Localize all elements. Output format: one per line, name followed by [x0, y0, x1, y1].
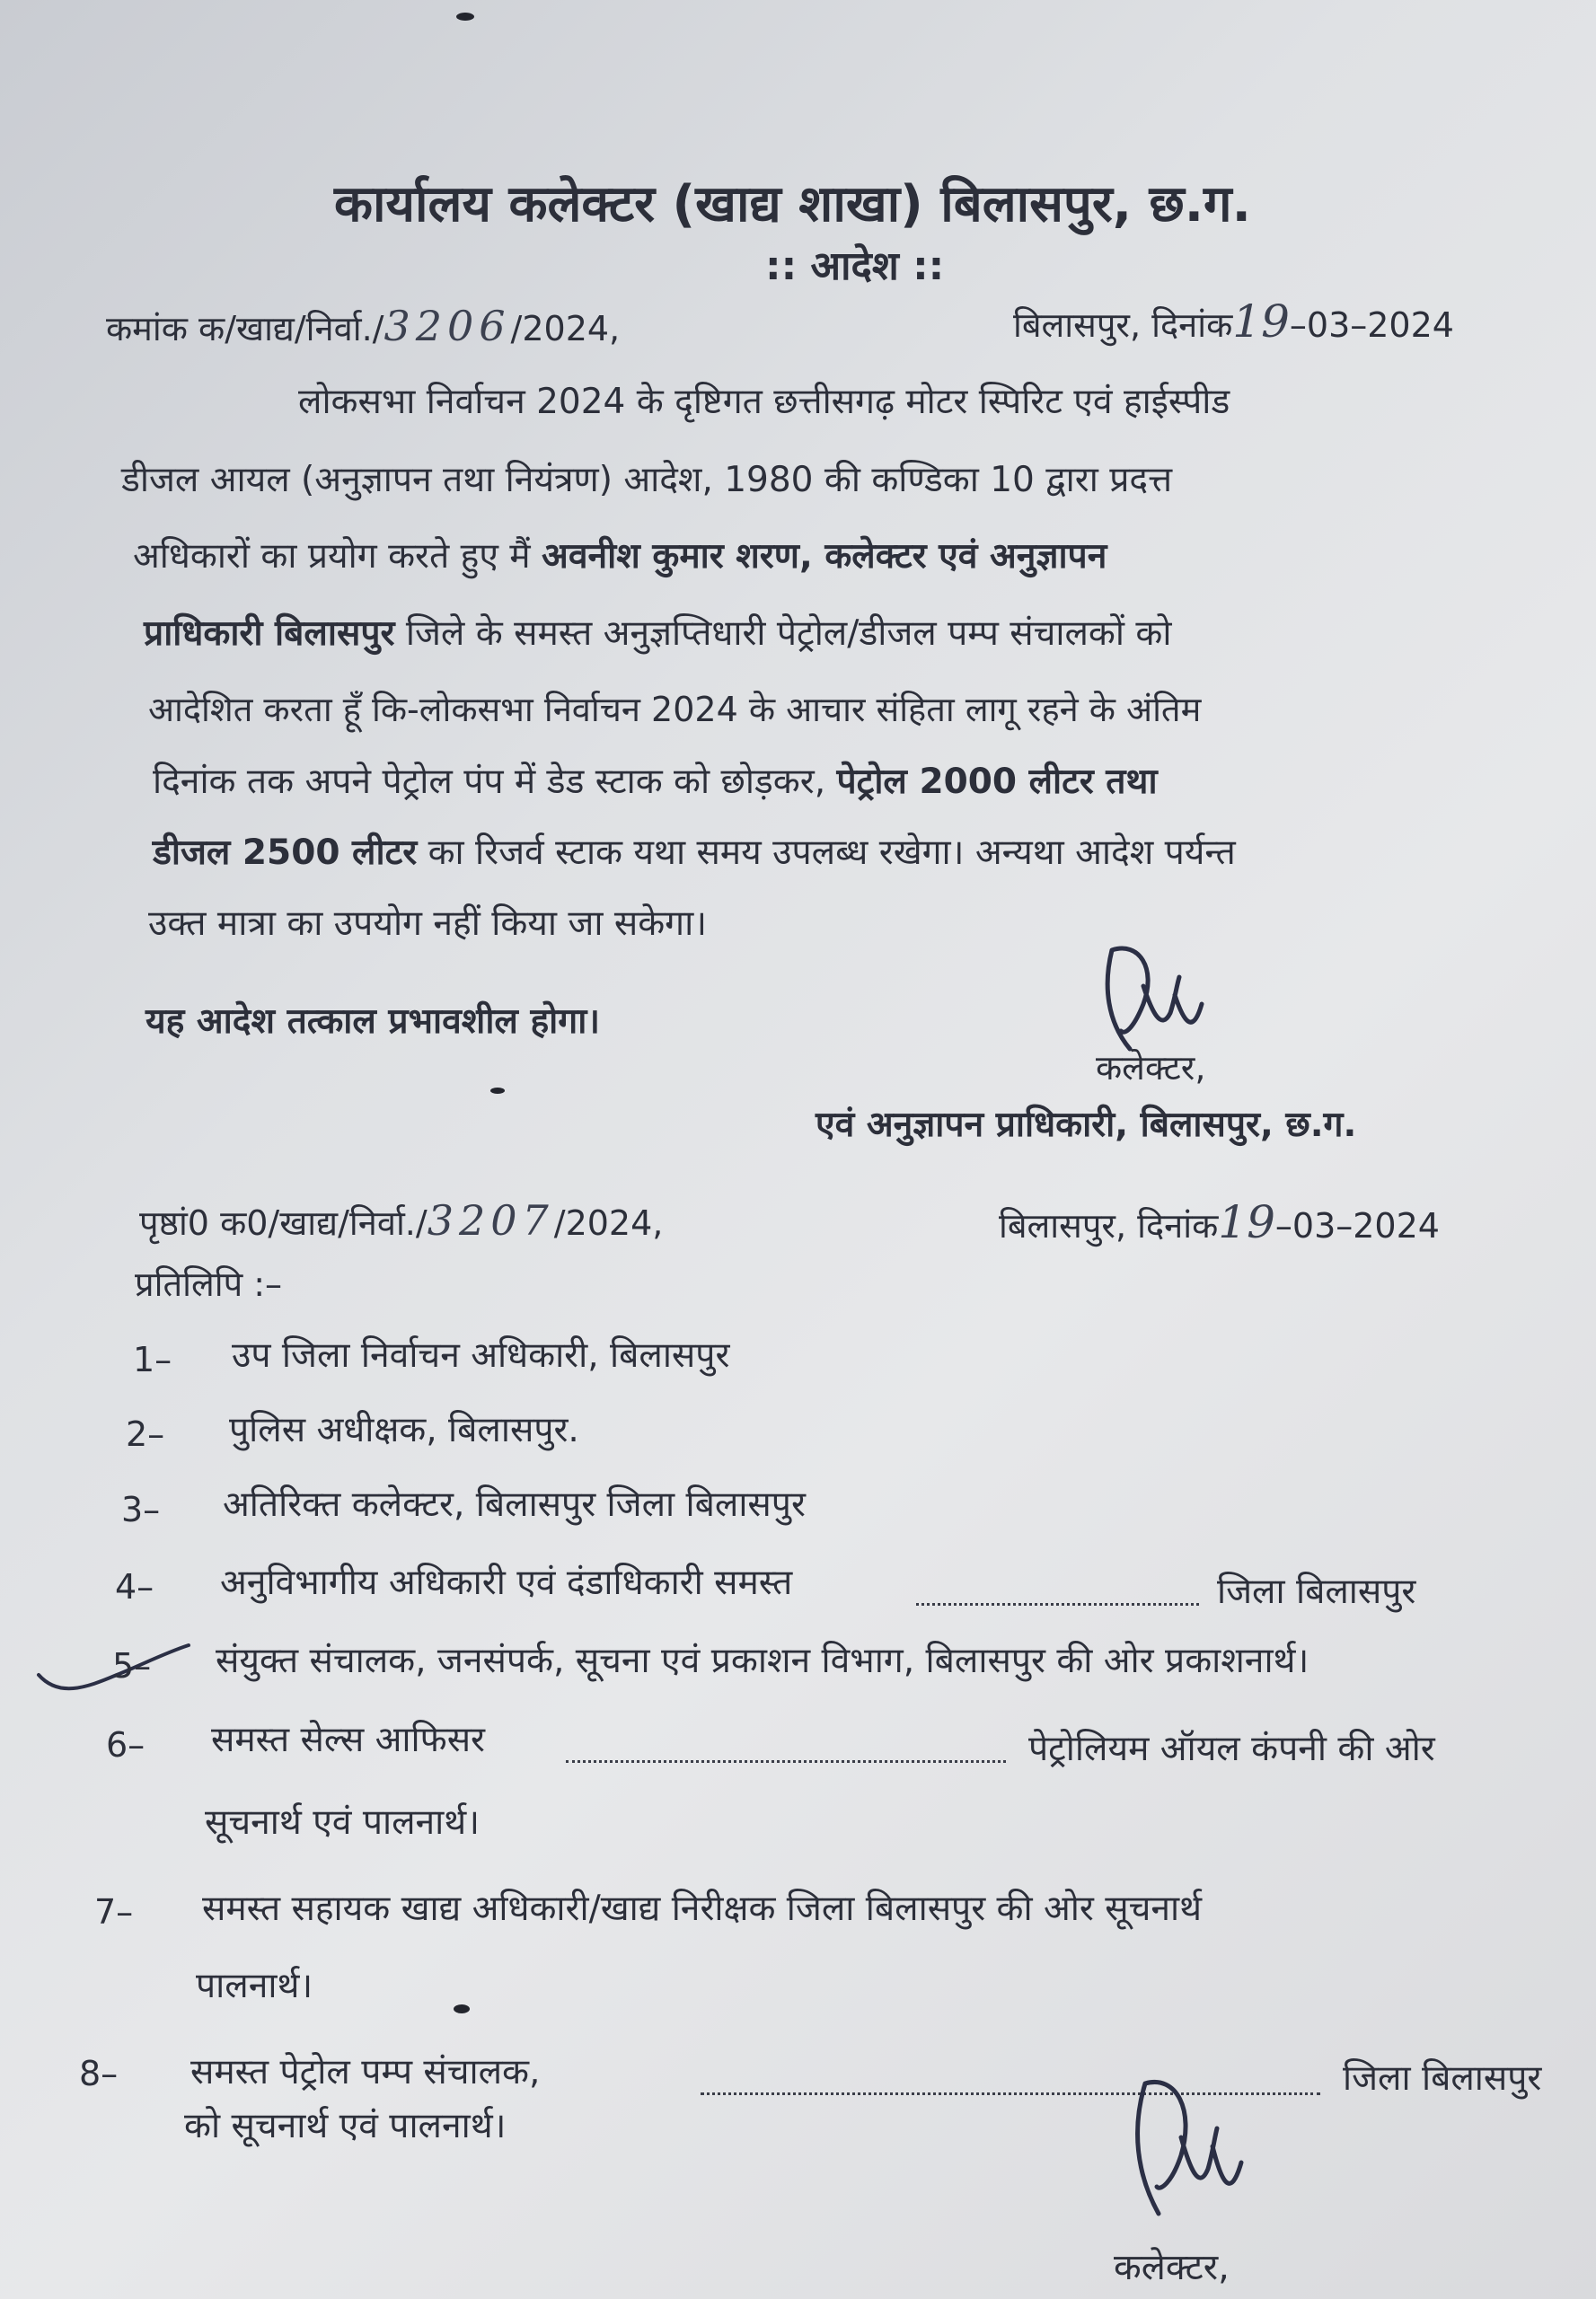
ink-dot — [490, 1088, 505, 1094]
ink-dot — [456, 13, 474, 21]
authority-name: प्राधिकारी बिलासपुर — [144, 613, 395, 654]
body-line-8: उक्त मात्रा का उपयोग नहीं किया जा सकेगा। — [148, 903, 708, 944]
body-line-4-text: जिले के समस्त अनुज्ञप्तिधारी पेट्रोल/डीजल पम्प संचालकों को — [405, 613, 1172, 654]
order-date-label: बिलासपुर, दिनांक — [1013, 305, 1233, 345]
signature-1-title: कलेक्टर, — [1096, 1048, 1206, 1088]
signature-1 — [1076, 914, 1229, 1067]
copy-text-6: समस्त सेल्स आफिसर — [211, 1720, 486, 1760]
copy-cont-6: सूचनार्थ एवं पालनार्थ। — [205, 1802, 480, 1843]
ink-dot — [454, 2004, 470, 2013]
copy-tail-4: जिला बिलासपुर — [1217, 1572, 1416, 1612]
endorsement-date-label: बिलासपुर, दिनांक — [999, 1206, 1219, 1246]
order-reference — [106, 302, 621, 350]
endorsement-ref-suffix: /2024, — [553, 1203, 664, 1243]
copy-to-label: प्रतिलिपि :– — [135, 1264, 283, 1304]
copy-text-5: संयुक्त संचालक, जनसंपर्क, सूचना एवं प्रकाशन विभाग, बिलासपुर की ओर प्रकाशनार्थ। — [216, 1641, 1309, 1681]
copy-text-1: उप जिला निर्वाचन अधिकारी, बिलासपुर — [232, 1335, 730, 1376]
order-date-rest: –03–2024 — [1289, 305, 1454, 345]
endorsement-date — [999, 1196, 1440, 1248]
endorsement-date-day: 19 — [1218, 1196, 1275, 1248]
order-ref-prefix: कमांक क/खाद्य/निर्वा./ — [106, 309, 384, 348]
body-line-6-text: दिनांक तक अपने पेट्रोल पंप में डेड स्टाक को छोड़कर, — [153, 762, 826, 802]
officer-name: अवनीश कुमार शरण, कलेक्टर एवं अनुज्ञापन — [542, 536, 1107, 577]
body-line-6 — [153, 762, 1158, 802]
copy-num-4: 4– — [115, 1567, 154, 1607]
diesel-reserve: डीजल 2500 लीटर — [153, 832, 418, 873]
body-line-2: डीजल आयल (अनुज्ञापन तथा नियंत्रण) आदेश, 1980 की कण्डिका 10 द्वारा प्रदत्त — [121, 460, 1173, 500]
copy-num-1: 1– — [133, 1340, 172, 1379]
office-title: कार्यालय कलेक्टर (खाद्य शाखा) बिलासपुर, छ.ग. — [334, 175, 1251, 233]
order-heading: :: आदेश :: — [765, 243, 945, 289]
copy-cont-8: को सूचनार्थ एवं पालनार्थ। — [184, 2106, 507, 2146]
order-date-day: 19 — [1232, 295, 1290, 348]
copy-text-3: अतिरिक्त कलेक्टर, बिलासपुर जिला बिलासपुर — [223, 1484, 806, 1525]
endorsement-reference — [139, 1196, 664, 1245]
copy-num-5: 5– — [112, 1646, 152, 1686]
copy-tail-6: पेट्रोलियम ऑयल कंपनी की ओर — [1028, 1729, 1435, 1769]
signature-1-designation: एवं अनुज्ञापन प्राधिकारी, बिलासपुर, छ.ग. — [816, 1105, 1357, 1145]
body-line-7 — [153, 832, 1236, 873]
endorsement-ref-number: 3207 — [427, 1196, 554, 1245]
body-line-5: आदेशित करता हूँ कि-लोकसभा निर्वाचन 2024 के आचार संहिता लागू रहने के अंतिम — [148, 690, 1202, 729]
copy-num-7: 7– — [94, 1892, 134, 1932]
copy-num-3: 3– — [121, 1490, 161, 1529]
endorsement-ref-prefix: पृष्ठां0 क0/खाद्य/निर्वा./ — [139, 1203, 428, 1243]
signature-2 — [1105, 2057, 1257, 2227]
petrol-reserve: पेट्रोल 2000 लीटर तथा — [836, 762, 1158, 802]
body-line-3 — [133, 536, 1107, 577]
signature-2-title: कलेक्टर, — [1114, 2247, 1230, 2288]
body-line-4 — [144, 613, 1172, 654]
copy-text-7: समस्त सहायक खाद्य अधिकारी/खाद्य निरीक्षक जिला बिलासपुर की ओर सूचनार्थ — [202, 1889, 1203, 1929]
body-line-3-text: अधिकारों का प्रयोग करते हुए मैं — [133, 536, 531, 577]
copy-text-4: अनुविभागीय अधिकारी एवं दंडाधिकारी समस्त — [220, 1563, 793, 1603]
copy-6-blank — [566, 1760, 1006, 1763]
copy-tail-8: जिला बिलासपुर — [1343, 2058, 1542, 2099]
copy-num-2: 2– — [126, 1414, 165, 1454]
order-ref-number: 3206 — [384, 302, 511, 350]
order-ref-suffix: /2024, — [510, 309, 621, 348]
copy-4-blank — [916, 1603, 1199, 1606]
order-date — [1013, 295, 1454, 348]
copy-num-6: 6– — [106, 1725, 145, 1765]
copy-num-8: 8– — [79, 2054, 119, 2093]
copy-text-8: समस्त पेट्रोल पम्प संचालक, — [190, 2052, 541, 2092]
endorsement-date-rest: –03–2024 — [1274, 1206, 1440, 1246]
copy-text-2: पुलिस अधीक्षक, बिलासपुर. — [229, 1410, 579, 1450]
effective-statement: यह आदेश तत्काल प्रभावशील होगा। — [145, 1001, 601, 1042]
body-line-1: लोकसभा निर्वाचन 2024 के दृष्टिगत छत्तीसगढ़ मोटर स्पिरिट एवं हाईस्पीड — [298, 382, 1230, 422]
copy-cont-7: पालनार्थ। — [196, 1966, 313, 2006]
body-line-7-text: का रिजर्व स्टाक यथा समय उपलब्ध रखेगा। अन्यथा आदेश पर्यन्त — [428, 832, 1236, 873]
